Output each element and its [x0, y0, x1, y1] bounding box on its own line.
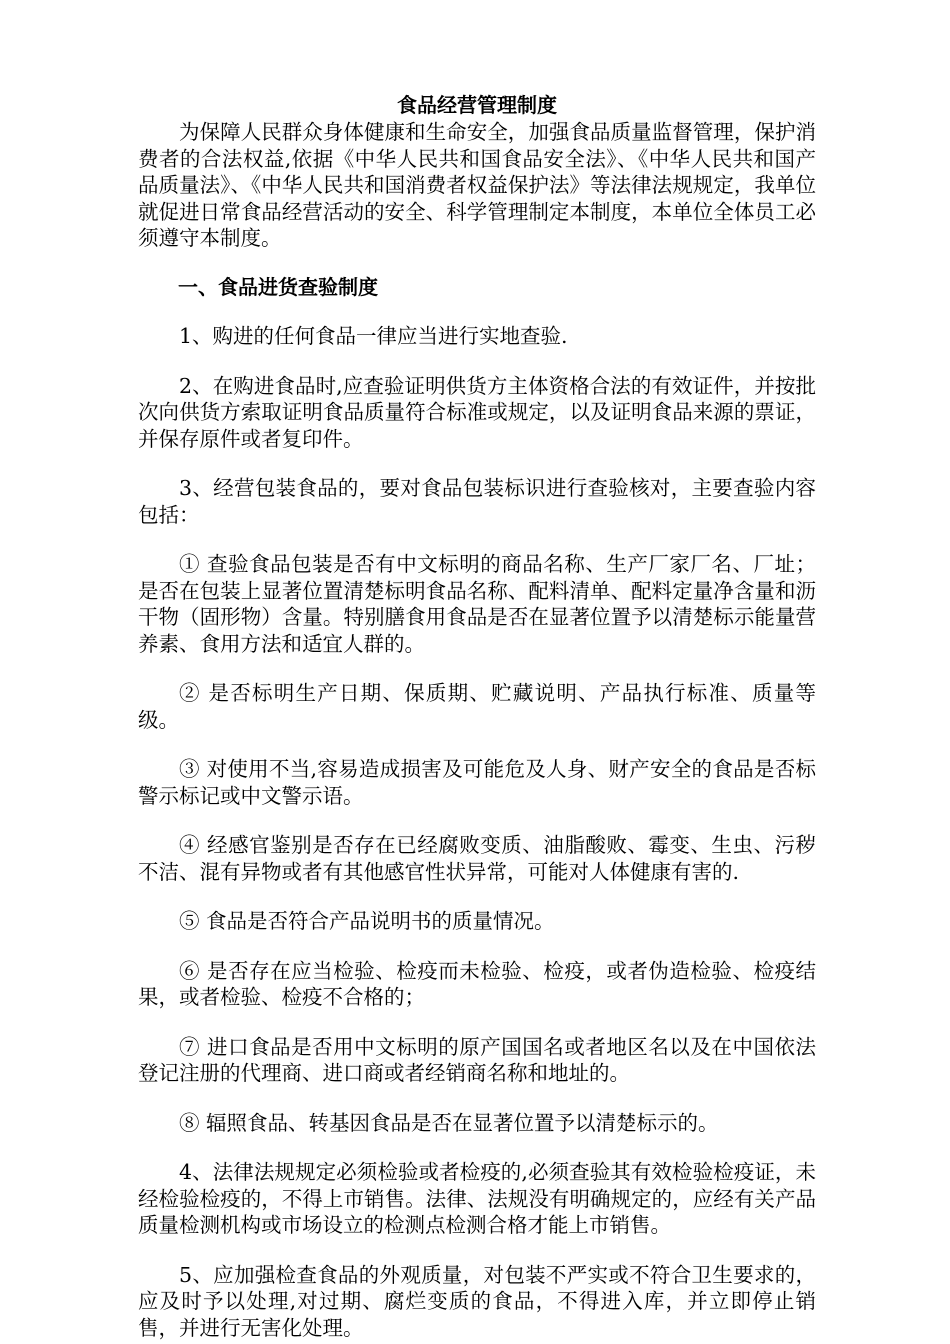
- clause-3: 3、经营包装食品的，要对食品包装标识进行查验核对，主要查验内容包括：: [138, 476, 816, 527]
- clause-3-item-6: ⑥ 是否存在应当检验、检疫而未检验、检疫，或者伪造检验、检疫结果，或者检验、检疫不合格的；: [138, 958, 816, 1009]
- clause-3-item-7: ⑦ 进口食品是否用中文标明的原产国国名或者地区名以及在中国依法登记注册的代理商、进口商或者经销商名称和地址的。: [138, 1034, 816, 1085]
- clause-3-item-8: ⑧ 辐照食品、转基因食品是否在显著位置予以清楚标示的。: [179, 1110, 719, 1135]
- document-title: 食品经营管理制度: [397, 93, 557, 117]
- clause-3-item-3: ③ 对使用不当,容易造成损害及可能危及人身、财产安全的食品是否标警示标记或中文警示语。: [138, 757, 816, 808]
- clause-3-item-5: ⑤ 食品是否符合产品说明书的质量情况。: [179, 909, 555, 933]
- clause-2: 2、在购进食品时,应查验证明供货方主体资格合法的有效证件，并按批次向供货方索取证明食品质量符合标准或规定，以及证明食品来源的票证，并保存原件或者复印件。: [138, 373, 816, 451]
- document-body: [138, 92, 816, 1341]
- clause-3-item-4: ④ 经感官鉴别是否存在已经腐败变质、油脂酸败、霉变、生虫、污秽不洁、混有异物或者有其他感官性状异常，可能对人体健康有害的.: [138, 833, 816, 884]
- clause-5: 5、应加强检查食品的外观质量，对包装不严实或不符合卫生要求的，应及时予以处理,对过期、腐烂变质的食品，不得进入库，并立即停止销售，并进行无害化处理。: [138, 1262, 816, 1340]
- clause-3-item-1: ① 查验食品包装是否有中文标明的商品名称、生产厂家厂名、厂址；是否在包装上显著位置清楚标明食品名称、配料清单、配料定量净含量和沥干物（固形物）含量。特别膳食用食品是否在显著位置予以清楚标示能量营养素、食用方法和适宜人群的。: [138, 552, 816, 656]
- intro-paragraph: 为保障人民群众身体健康和生命安全，加强食品质量监督管理，保护消费者的合法权益,依据《中华人民共和国食品安全法》、《中华人民共和国产品质量法》、《中华人民共和国消费者权益保护法》等法律法规规定，我单位就促进日常食品经营活动的安全、科学管理制定本制度，本单位全体员工必须遵守本制度。: [138, 120, 816, 250]
- clause-4: 4、法律法规规定必须检验或者检疫的,必须查验其有效检验检疫证，未经检验检疫的，不得上市销售。法律、法规没有明确规定的，应经有关产品质量检测机构或市场设立的检测点检测合格才能上市销售。: [138, 1160, 816, 1237]
- section-heading-purchase-inspection: 一、食品进货查验制度: [178, 274, 378, 299]
- clause-1: 1、购进的任何食品一律应当进行实地查验.: [179, 324, 568, 348]
- clause-3-item-2: ② 是否标明生产日期、保质期、贮藏说明、产品执行标准、质量等级。: [138, 681, 816, 732]
